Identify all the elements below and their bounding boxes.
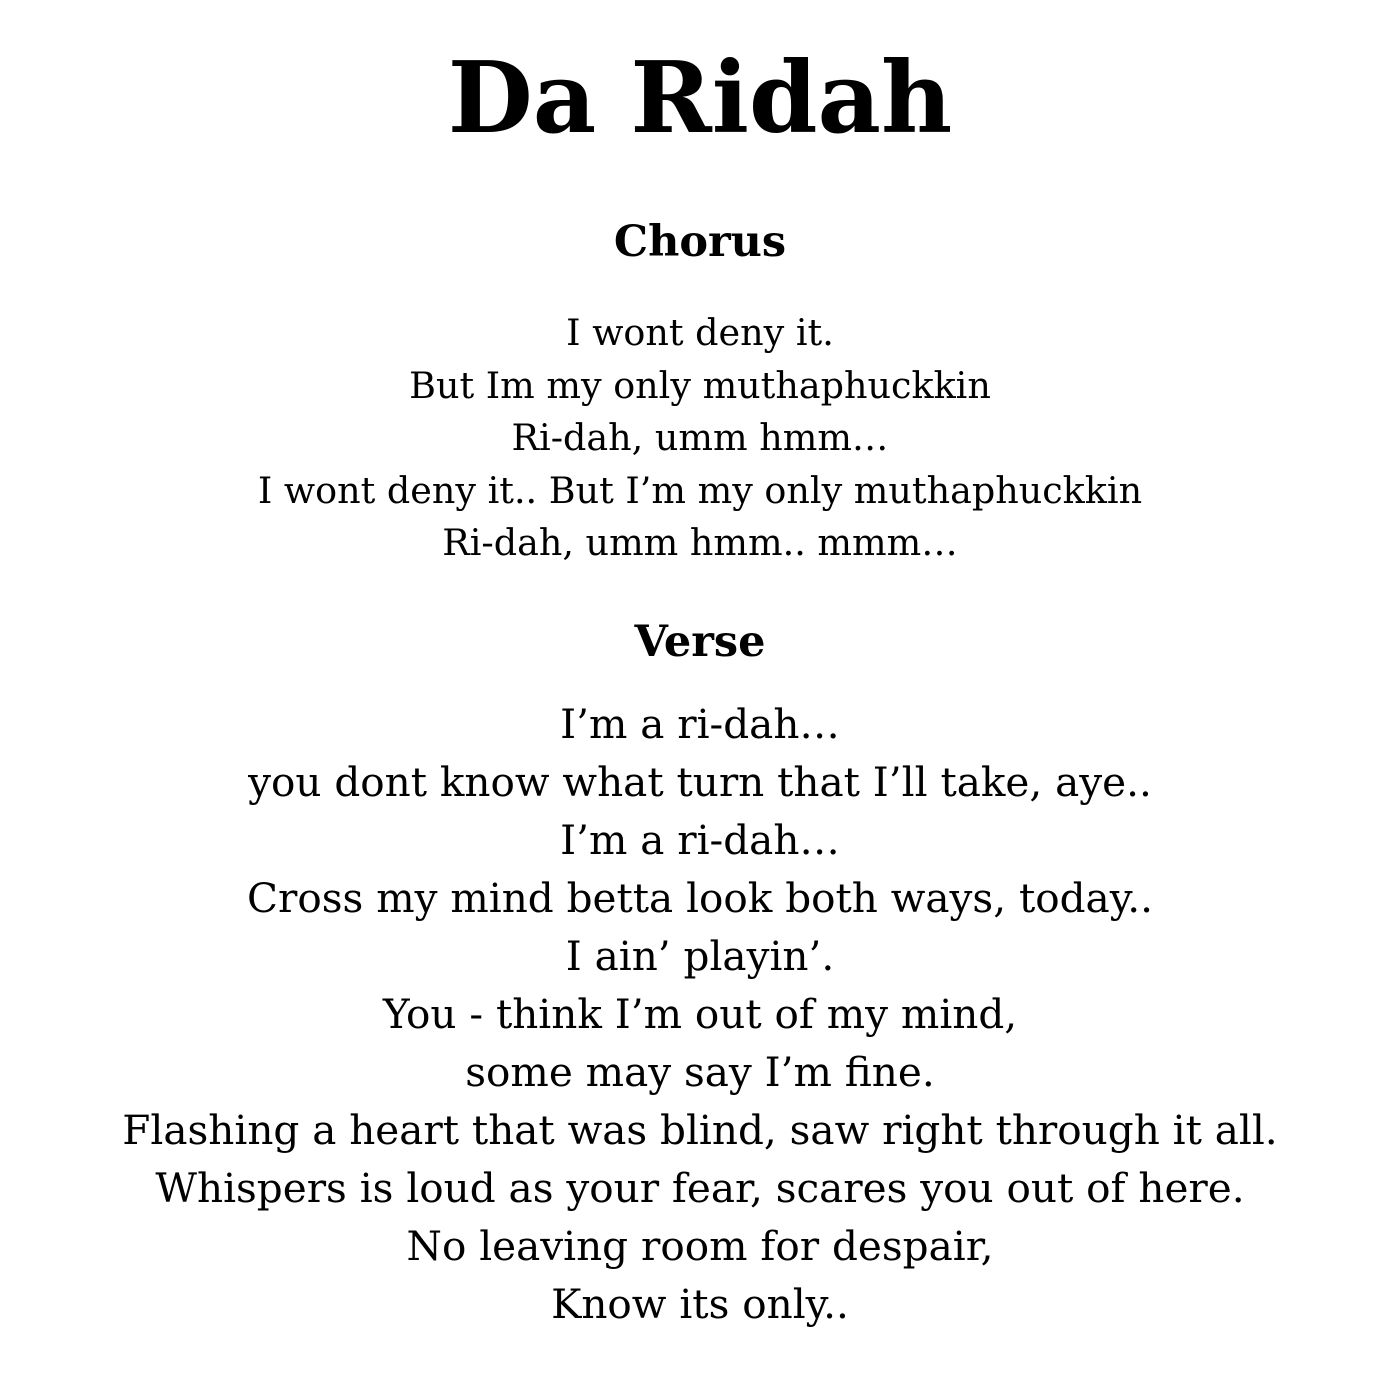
verse-lyrics xyxy=(0,695,1400,1333)
chorus-line: But Im my only muthaphuckkin xyxy=(409,363,991,407)
song-title: Da Ridah xyxy=(447,41,953,156)
verse-line: I’m a ri-dah… xyxy=(560,816,840,864)
chorus-line: Ri-dah, umm hmm… xyxy=(511,416,889,459)
chorus-line: I wont deny it.. But I’m my only muthaphuckkin xyxy=(257,468,1143,512)
chorus-heading: Chorus xyxy=(613,217,787,267)
chorus-lyrics xyxy=(0,307,1400,570)
verse-line: I ain’ playin’. xyxy=(565,932,835,980)
verse-line: Flashing a heart that was blind, saw right through it all. xyxy=(122,1106,1278,1154)
verse-line: you dont know what turn that I’ll take, aye.. xyxy=(248,758,1152,806)
verse-line: I’m a ri-dah… xyxy=(560,700,840,748)
verse-line: Know its only.. xyxy=(551,1280,849,1328)
verse-line: You - think I’m out of my mind, xyxy=(382,990,1018,1038)
chorus-line: Ri-dah, umm hmm.. mmm… xyxy=(442,521,958,564)
chorus-line: I wont deny it. xyxy=(566,311,834,354)
verse-heading: Verse xyxy=(634,617,766,667)
verse-line: some may say I’m fine. xyxy=(465,1048,935,1096)
verse-line: Cross my mind betta look both ways, today.. xyxy=(247,874,1153,922)
verse-line: Whispers is loud as your fear, scares you out of here. xyxy=(155,1164,1245,1212)
verse-line: No leaving room for despair, xyxy=(406,1222,994,1270)
